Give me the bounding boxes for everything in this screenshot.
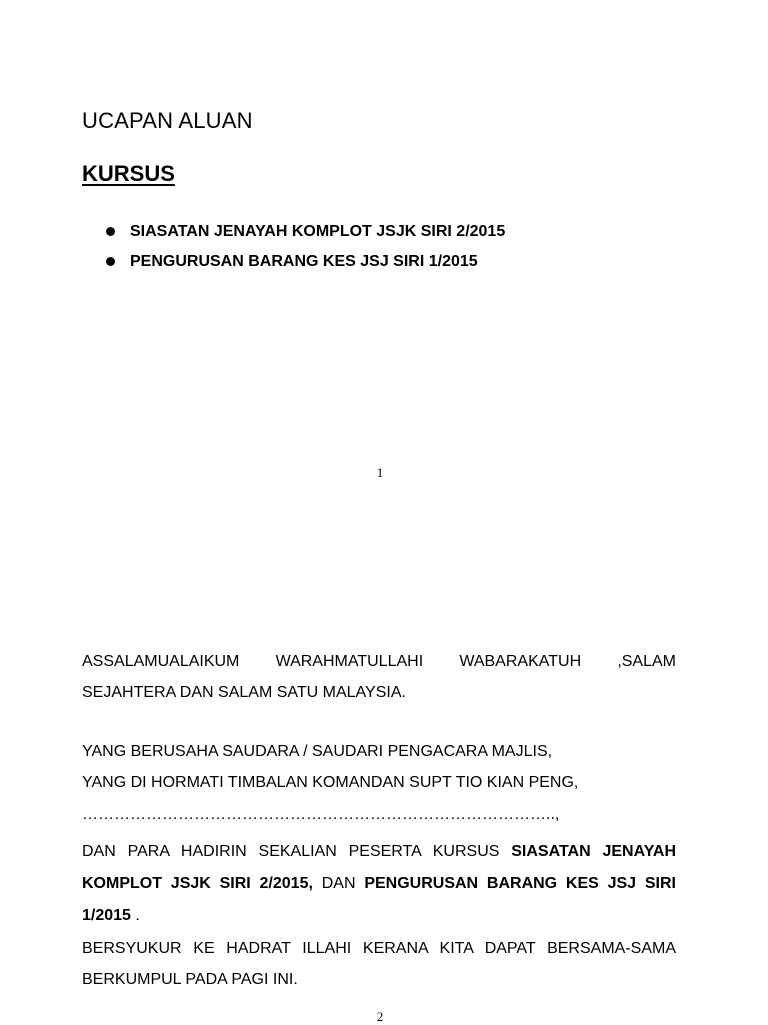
page-number: 1 <box>376 465 384 480</box>
participants-paragraph <box>82 836 676 932</box>
course-list <box>106 219 505 279</box>
course-name: PENGURUSAN BARANG KES JSJ SIRI 1/2015 <box>130 253 478 270</box>
course-name-bold: SIASATAN JENAYAH KOMPLOT JSJK SIRI 2/2015, <box>82 843 676 892</box>
list-item <box>106 219 505 249</box>
course-heading: KURSUS <box>82 161 175 186</box>
bullet-icon <box>106 257 115 266</box>
greeting-paragraph: ASSALAMUALAIKUM WARAHMATULLAHI WABARAKATUH ,SALAM SEJAHTERA DAN SALAM SATU MALAYSIA. <box>82 653 676 701</box>
course-name-bold: PENGURUSAN BARANG KES JSJ SIRI 1/2015 <box>82 875 677 924</box>
bullet-icon <box>106 227 115 236</box>
gratitude-paragraph: BERSYUKUR KE HADRAT ILLAHI KERANA KITA DAPAT BERSAMA-SAMA BERKUMPUL PADA PAGI INI. <box>82 940 676 988</box>
participants-prefix: DAN PARA HADIRIN SEKALIAN PESERTA KURSUS <box>82 843 512 860</box>
course-name: SIASATAN JENAYAH KOMPLOT JSJK SIRI 2/2015 <box>130 223 506 240</box>
list-item <box>106 249 505 279</box>
address-line: YANG DI HORMATI TIMBALAN KOMANDAN SUPT TIO KIAN PENG, <box>82 774 579 791</box>
document-title: UCAPAN ALUAN <box>82 108 253 133</box>
page-number: 2 <box>376 1009 384 1024</box>
participants-suffix: . <box>130 907 140 924</box>
dotted-line: …………………………………………………………………………….., <box>82 806 560 823</box>
address-line: YANG BERUSAHA SAUDARA / SAUDARI PENGACARA MAJLIS, <box>82 743 553 760</box>
participants-and: DAN <box>321 875 365 892</box>
